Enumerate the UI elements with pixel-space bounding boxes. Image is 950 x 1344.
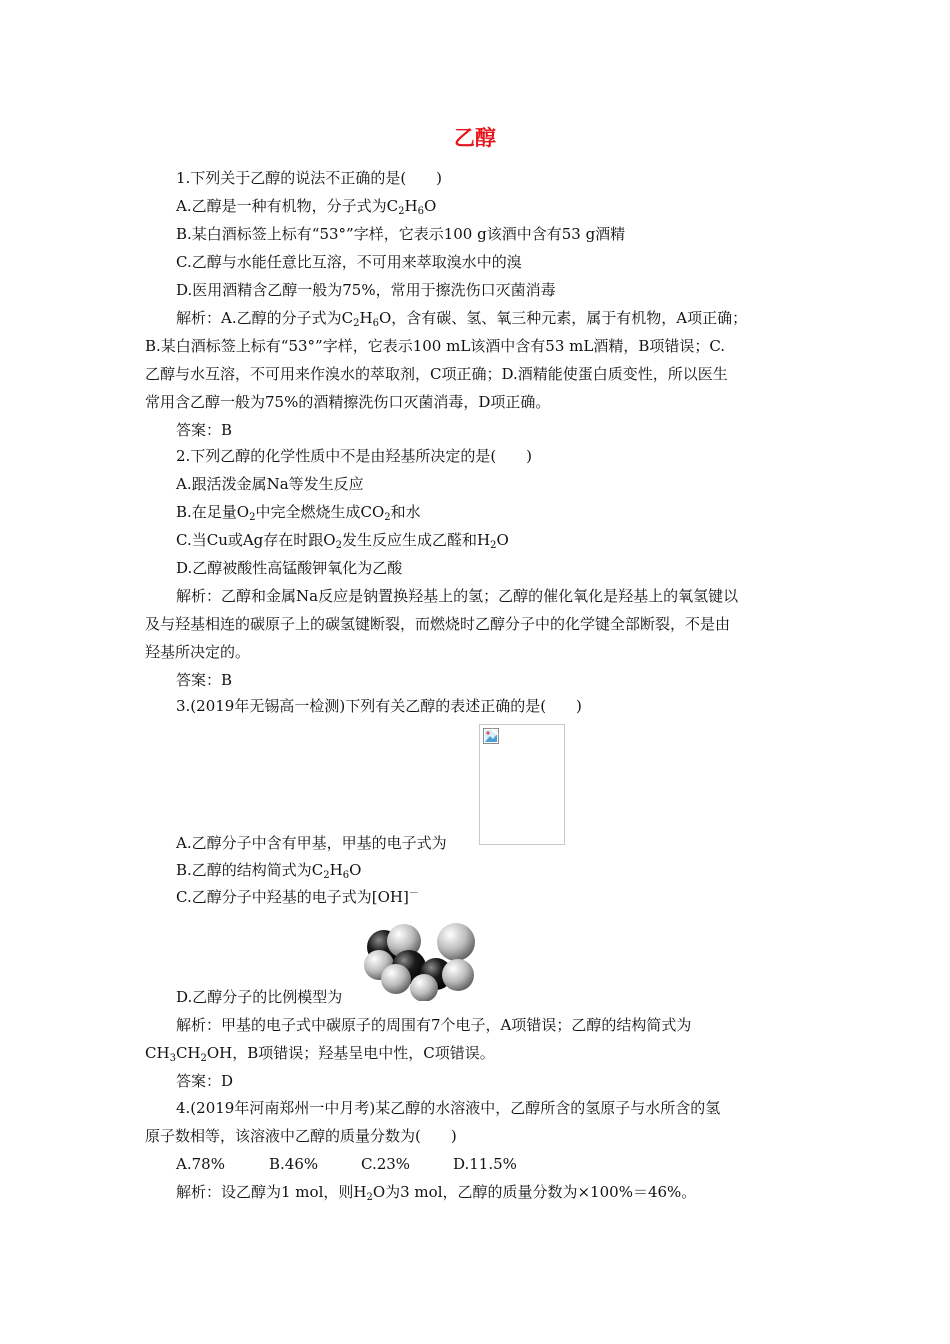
q3-option-b: B.乙醇的结构简式为$C_2H_6O$ bbox=[176, 861, 362, 881]
q1-analysis-line-3: 乙醇与水互溶，不可用来作溴水的萃取剂，C项正确；D.酒精能使蛋白质变性，所以医生 bbox=[145, 365, 728, 383]
q1-option-b: B.某白酒标签上标有“53°”字样，它表示100 g该酒中含有53 g酒精 bbox=[176, 225, 626, 243]
q2-option-a: A.跟活泼金属Na等发生反应 bbox=[176, 475, 364, 493]
q2-analysis-line-3: 羟基所决定的。 bbox=[145, 643, 251, 661]
q2-option-c: C.当Cu或Ag存在时跟$O_2$发生反应生成乙醛和$H_2O$ bbox=[176, 531, 509, 551]
q3-stem: 3.(2019年无锡高一检测)下列有关乙醇的表述正确的是( ) bbox=[176, 697, 582, 715]
page-title: 乙醇 bbox=[454, 126, 496, 150]
broken-image-icon bbox=[483, 728, 499, 744]
q2-analysis-line-2: 及与羟基相连的碳原子上的碳氢键断裂，而燃烧时乙醇分子中的化学键全部断裂，不是由 bbox=[145, 615, 731, 633]
q4-option-a: A.78% bbox=[176, 1155, 225, 1173]
ethanol-space-filling-model bbox=[360, 917, 492, 1001]
q4-stem-line-1: 4.(2019年河南郑州一中月考)某乙醇的水溶液中，乙醇所含的氢原子与水所含的氢 bbox=[176, 1099, 721, 1117]
q4-option-b: B.46% bbox=[269, 1155, 319, 1173]
q2-answer: 答案：B bbox=[176, 671, 233, 689]
methyl-electron-formula-image bbox=[479, 724, 565, 845]
q3-answer: 答案：D bbox=[176, 1072, 234, 1090]
q4-stem-line-2: 原子数相等，该溶液中乙醇的质量分数为( ) bbox=[145, 1127, 457, 1145]
q3-option-a: A.乙醇分子中含有甲基，甲基的电子式为 bbox=[176, 834, 447, 852]
q3-analysis-line-1: 解析：甲基的电子式中碳原子的周围有7个电子，A项错误；乙醇的结构简式为 bbox=[176, 1016, 692, 1034]
q4-option-d: D.11.5% bbox=[453, 1155, 517, 1173]
q2-option-b: B.在足量$O_2$中完全燃烧生成$CO_2$和水 bbox=[176, 503, 421, 523]
q1-option-d: D.医用酒精含乙醇一般为75%，常用于擦洗伤口灭菌消毒 bbox=[176, 281, 556, 299]
q1-analysis-line-2: B.某白酒标签上标有“53°”字样，它表示100 mL该酒中含有53 mL酒精，B项错误；C. bbox=[145, 337, 726, 355]
q2-option-d: D.乙醇被酸性高锰酸钾氧化为乙酸 bbox=[176, 559, 403, 577]
q4-option-c: C.23% bbox=[361, 1155, 411, 1173]
q1-analysis-line-4: 常用含乙醇一般为75%的酒精擦洗伤口灭菌消毒，D项正确。 bbox=[145, 393, 551, 411]
q3-analysis-line-2: $CH_3CH_2OH$，B项错误；羟基呈电中性，C项错误。 bbox=[145, 1044, 495, 1064]
q2-stem: 2.下列乙醇的化学性质中不是由羟基所决定的是( ) bbox=[176, 447, 533, 465]
q1-answer: 答案：B bbox=[176, 421, 233, 439]
q3-option-d: D.乙醇分子的比例模型为 bbox=[176, 988, 343, 1006]
q1-analysis-line-1: 解析：A.乙醇的分子式为$C_2H_6O$，含有碳、氢、氧三种元素，属于有机物，A项正确； bbox=[176, 309, 748, 329]
q2-analysis-line-1: 解析：乙醇和金属Na反应是钠置换羟基上的氢；乙醇的催化氧化是羟基上的氧氢键以 bbox=[176, 587, 739, 605]
q4-analysis: 解析：设乙醇为1 mol，则$H_2O$为3 mol，乙醇的质量分数为×100%＝46%。 bbox=[176, 1183, 697, 1203]
q3-option-c: C.乙醇分子中羟基的电子式为[OH]－ bbox=[176, 888, 419, 906]
q1-option-a: A.乙醇是一种有机物，分子式为$C_2H_6O$ bbox=[176, 197, 437, 217]
q1-option-c: C.乙醇与水能任意比互溶，不可用来萃取溴水中的溴 bbox=[176, 253, 522, 271]
q1-stem: 1.下列关于乙醇的说法不正确的是( ) bbox=[176, 169, 443, 187]
